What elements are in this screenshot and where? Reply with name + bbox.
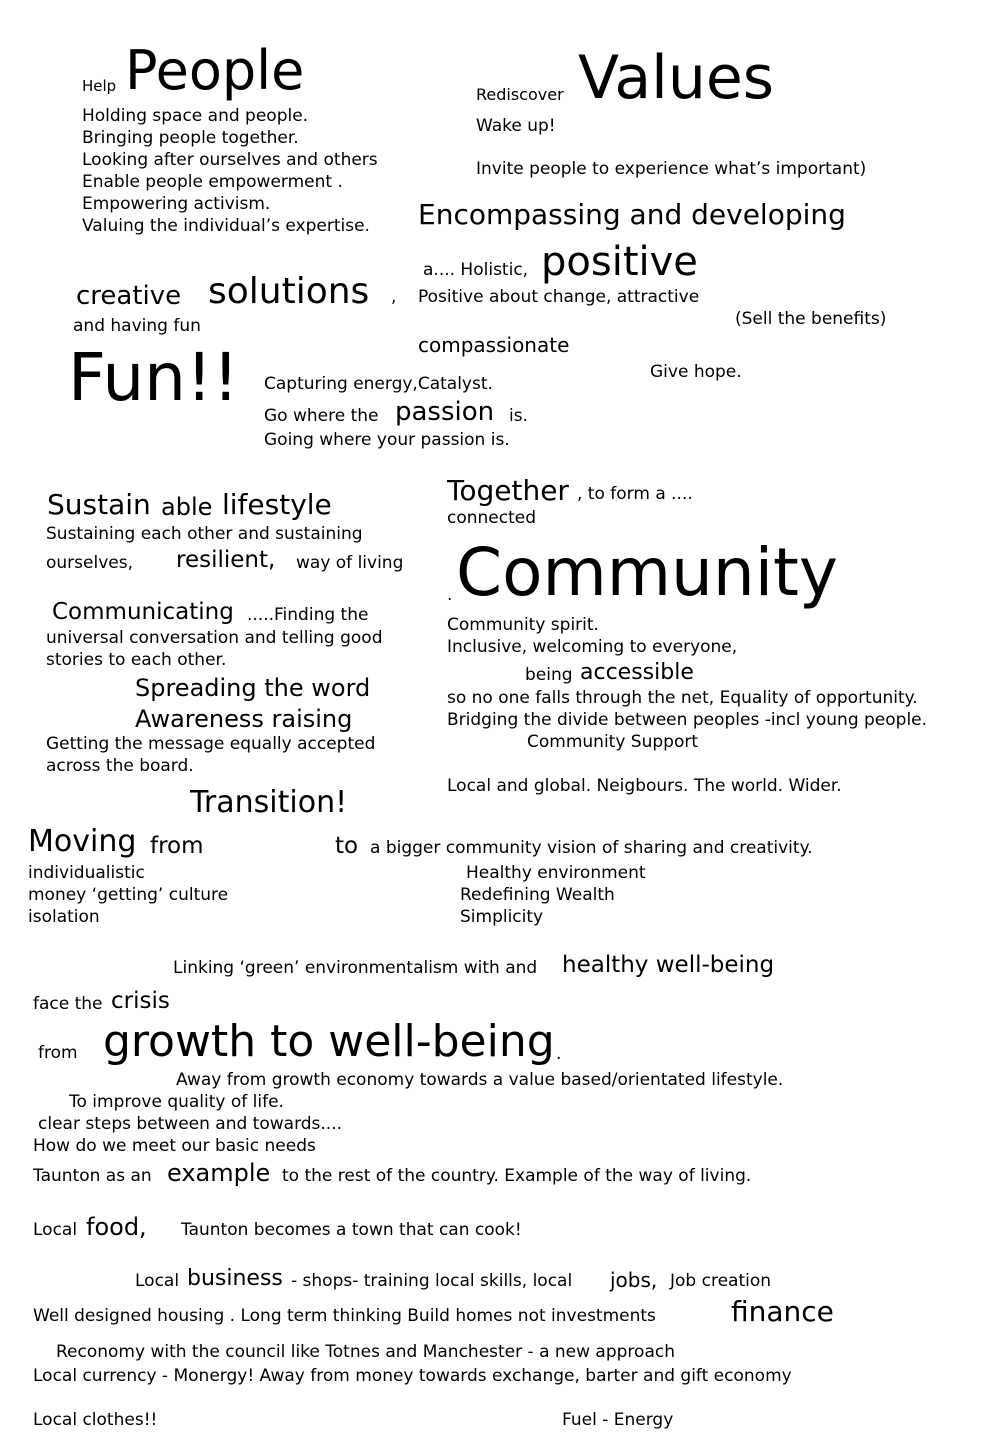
having-fun-text: and having fun: [73, 316, 201, 336]
able-word: able: [161, 493, 213, 521]
compassionate-text: compassionate: [418, 333, 570, 357]
people-line: Empowering activism.: [82, 194, 271, 214]
community-spirit-text: Community spirit.: [447, 615, 599, 635]
healthy-wellbeing-text: healthy well-being: [562, 952, 775, 978]
moving-from-item: isolation: [28, 907, 100, 927]
creative-word: creative: [76, 281, 182, 311]
sell-benefits-text: (Sell the benefits): [735, 309, 887, 329]
clothes-text: Local clothes!!: [33, 1410, 158, 1430]
local-business-label: Local: [135, 1271, 180, 1291]
is-word: is.: [509, 406, 528, 426]
rediscover-word: Rediscover: [476, 85, 564, 104]
inclusive-text: Inclusive, welcoming to everyone,: [447, 637, 738, 657]
way-of-living-text: way of living: [296, 553, 404, 573]
vision-text: a bigger community vision of sharing and creativity.: [370, 838, 813, 858]
currency-text: Local currency - Monergy! Away from money towards exchange, barter and gift economy: [33, 1366, 792, 1386]
local-global-text: Local and global. Neigbours. The world. Wider.: [447, 776, 842, 796]
lifestyle-word: lifestyle: [222, 488, 332, 521]
help-word: Help: [82, 77, 117, 95]
spreading-heading: Spreading the word: [135, 674, 371, 702]
away-text: Away from growth economy towards a value based/orientated lifestyle.: [176, 1070, 784, 1090]
to-form-text: , to form a ....: [577, 484, 693, 504]
face-the-text: face the: [33, 994, 103, 1014]
job-creation-text: Job creation: [670, 1271, 772, 1291]
from-text: from: [38, 1043, 78, 1063]
solutions-heading: solutions: [208, 271, 370, 312]
going-text: Going where your passion is.: [264, 430, 510, 450]
from-word: from: [150, 833, 204, 859]
positive-line: Positive about change, attractive: [418, 287, 700, 307]
moving-heading: Moving: [28, 824, 137, 859]
growth-heading: growth to well-being: [103, 1016, 555, 1067]
community-heading: Community: [456, 534, 838, 611]
communicating-heading: Communicating: [52, 599, 234, 625]
sustaining-line: Sustaining each other and sustaining: [46, 524, 363, 544]
together-heading: Together: [447, 474, 569, 507]
food-word: food,: [86, 1213, 147, 1241]
business-word: business: [187, 1266, 283, 1291]
capturing-text: Capturing energy,Catalyst.: [264, 374, 493, 394]
example-rest-text: to the rest of the country. Example of the way of living.: [282, 1166, 752, 1186]
taunton-as-text: Taunton as an: [33, 1166, 152, 1186]
moving-to-item: Simplicity: [460, 907, 544, 927]
finding-text: .....Finding the: [247, 605, 369, 625]
solutions-comma: ,: [391, 287, 397, 307]
go-where-text: Go where the: [264, 406, 379, 426]
wake-up-text: Wake up!: [476, 116, 556, 136]
people-heading: People: [125, 39, 305, 102]
connected-text: connected: [447, 508, 537, 528]
shops-text: - shops- training local skills, local: [291, 1271, 573, 1291]
encompassing-heading: Encompassing and developing: [418, 198, 846, 231]
needs-text: How do we meet our basic needs: [33, 1136, 316, 1156]
message-line: across the board.: [46, 756, 194, 776]
give-hope-text: Give hope.: [650, 362, 742, 382]
ourselves-text: ourselves,: [46, 553, 133, 573]
example-word: example: [167, 1159, 271, 1187]
community-dot: .: [447, 585, 453, 605]
moving-from-item: money ‘getting’ culture: [28, 885, 229, 905]
to-word: to: [335, 833, 359, 859]
fun-heading: Fun!!: [68, 339, 239, 416]
steps-text: clear steps between and towards....: [38, 1114, 343, 1134]
communicating-line: universal conversation and telling good: [46, 628, 383, 648]
moving-to-item: Healthy environment: [466, 863, 646, 883]
improve-text: To improve quality of life.: [69, 1092, 284, 1112]
people-line: Looking after ourselves and others: [82, 150, 378, 170]
people-line: Enable people empowerment .: [82, 172, 343, 192]
awareness-heading: Awareness raising: [135, 705, 353, 733]
community-support-text: Community Support: [527, 732, 698, 752]
communicating-line: stories to each other.: [46, 650, 227, 670]
reconomy-text: Reconomy with the council like Totnes and Manchester - a new approach: [56, 1342, 675, 1362]
moving-to-item: Redefining Wealth: [460, 885, 615, 905]
growth-dot: .: [556, 1044, 562, 1064]
passion-word: passion: [395, 397, 495, 427]
jobs-word: jobs,: [610, 1268, 658, 1292]
transition-heading: Transition!: [190, 785, 348, 820]
values-heading: Values: [578, 43, 775, 113]
linking-text: Linking ‘green’ environmentalism with and: [173, 958, 538, 978]
net-text: so no one falls through the net, Equality of opportunity.: [447, 688, 918, 708]
resilient-word: resilient,: [176, 547, 276, 573]
moving-from-item: individualistic: [28, 863, 145, 883]
crisis-word: crisis: [111, 988, 170, 1014]
sustain-word: Sustain: [47, 488, 151, 521]
people-line: Bringing people together.: [82, 128, 299, 148]
fuel-energy-text: Fuel - Energy: [562, 1410, 674, 1430]
finance-word: finance: [731, 1295, 834, 1328]
message-line: Getting the message equally accepted: [46, 734, 376, 754]
people-line: Valuing the individual’s expertise.: [82, 216, 370, 236]
positive-heading: positive: [541, 239, 698, 285]
holistic-text: a.... Holistic,: [423, 260, 529, 280]
people-line: Holding space and people.: [82, 106, 309, 126]
invite-text: Invite people to experience what’s important): [476, 159, 867, 179]
being-text: being: [525, 665, 573, 685]
local-food-label: Local: [33, 1220, 78, 1240]
bridging-text: Bridging the divide between peoples -incl young people.: [447, 710, 928, 730]
housing-text: Well designed housing . Long term thinking Build homes not investments: [33, 1306, 656, 1326]
cook-text: Taunton becomes a town that can cook!: [181, 1220, 522, 1240]
accessible-word: accessible: [580, 660, 694, 685]
